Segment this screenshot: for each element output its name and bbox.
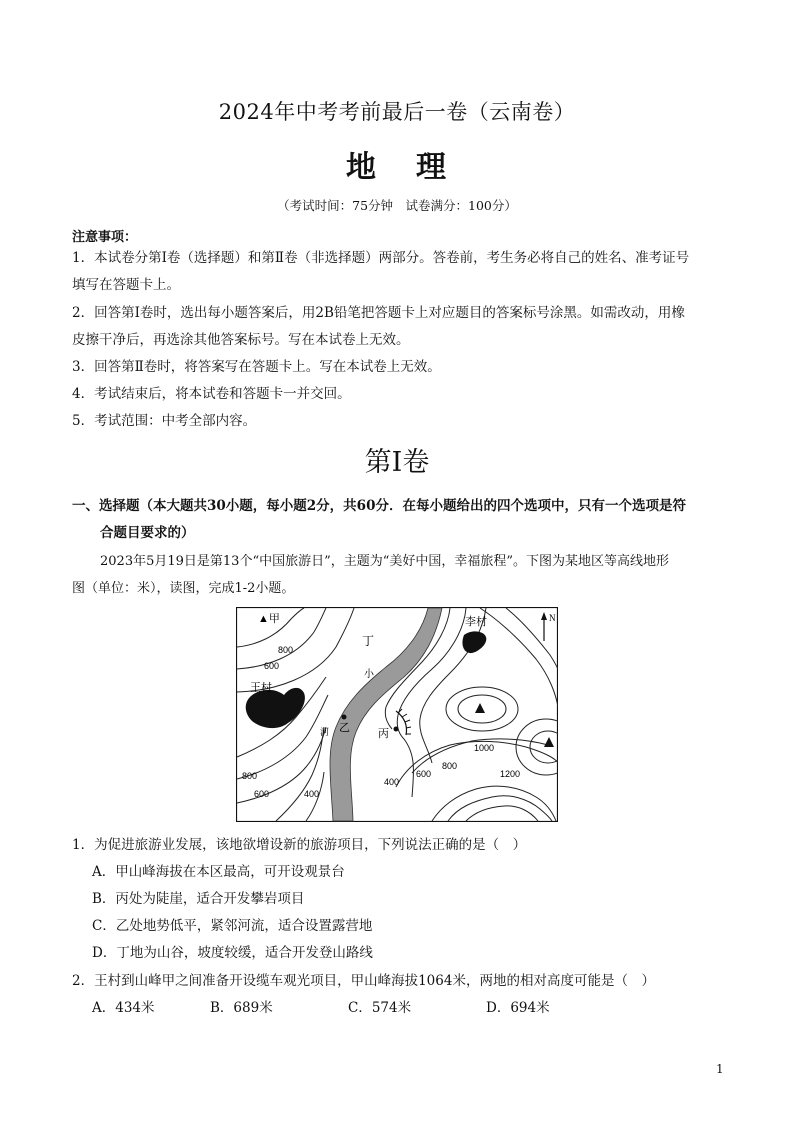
question-1-option-c: C．乙处地势低平，紧邻河流，适合设置露营地 bbox=[92, 918, 373, 934]
contour-label: 400 bbox=[384, 777, 400, 787]
question-1-option-d: D．丁地为山谷，坡度较缓，适合开发登山路线 bbox=[92, 945, 373, 961]
label-he: 河 bbox=[320, 727, 330, 737]
question-2-stem: 2．王村到山峰甲之间准备开设缆车观光项目，甲山峰海拔1064米，两地的相对高度可能是（ ） bbox=[72, 973, 655, 989]
intro-line1: 2023年5月19日是第13个“中国旅游日”，主题为“美好中国，幸福旅程”。下图为某地区等高线地形 bbox=[100, 554, 670, 569]
subject-char-1: 地 bbox=[346, 150, 378, 185]
note-line: 1．本试卷分第Ⅰ卷（选择题）和第Ⅱ卷（非选择题）两部分。答卷前，考生务必将自己的姓名、准考证号 bbox=[72, 250, 690, 266]
label-xiao: 小 bbox=[364, 669, 374, 680]
exam-info: （考试时间：75分钟 试卷满分：100分） bbox=[277, 198, 517, 213]
question-2-option-c: C．574米 bbox=[348, 1000, 412, 1016]
contour-label: 1200 bbox=[500, 769, 521, 779]
question-1-option-b: B．丙处为陡崖，适合开发攀岩项目 bbox=[92, 891, 305, 907]
label-bing: 丙 bbox=[378, 728, 389, 740]
subject-char-2: 理 bbox=[416, 150, 448, 185]
question-2-option-a: A．434米 bbox=[92, 1000, 155, 1016]
contour-label: 600 bbox=[416, 769, 432, 779]
exam-title: 2024年中考考前最后一卷（云南卷） bbox=[218, 100, 576, 124]
label-wangcun: 王村 bbox=[250, 682, 272, 694]
contour-label: 800 bbox=[242, 771, 258, 781]
point-bing bbox=[394, 727, 399, 732]
label-north: N bbox=[549, 613, 556, 623]
label-ding: 丁 bbox=[362, 634, 375, 648]
question-2-option-d: D．694米 bbox=[486, 1000, 550, 1016]
contour-label: 600 bbox=[264, 661, 280, 671]
note-line: 5．考试范围：中考全部内容。 bbox=[72, 413, 257, 429]
point-yi bbox=[342, 715, 347, 720]
contour-label: 800 bbox=[442, 761, 458, 771]
contour-label: 600 bbox=[254, 789, 270, 799]
page-number: 1 bbox=[716, 1062, 724, 1076]
subject-title bbox=[0, 142, 794, 186]
contour-label: 400 bbox=[304, 789, 320, 799]
note-line: 4．考试结束后，将本试卷和答题卡一并交回。 bbox=[72, 386, 351, 402]
contour-label: 1000 bbox=[474, 743, 495, 753]
question-intro bbox=[72, 548, 732, 602]
label-jia: ▲甲 bbox=[258, 613, 280, 625]
part1-heading bbox=[72, 493, 732, 547]
part1-heading-line1: 一、选择题（本大题共30小题，每小题2分，共60分．在每小题给出的四个选项中，只有一个选项是符 bbox=[72, 498, 686, 514]
contour-map bbox=[236, 607, 558, 822]
section-title: 第Ⅰ卷 bbox=[364, 447, 430, 478]
intro-line2: 图（单位：米），读图，完成1-2小题。 bbox=[72, 581, 295, 596]
note-line: 3．回答第Ⅱ卷时，将答案写在答题卡上。写在本试卷上无效。 bbox=[72, 359, 441, 375]
contour-label: 800 bbox=[278, 645, 294, 655]
note-line: 2．回答第Ⅰ卷时，选出每小题答案后，用2B铅笔把答题卡上对应题目的答案标号涂黑。如需改动，用橡 bbox=[72, 305, 685, 321]
note-line: 皮擦干净后，再选涂其他答案标号。写在本试卷上无效。 bbox=[72, 332, 410, 348]
question-1-option-a: A．甲山峰海拔在本区最高，可开设观景台 bbox=[92, 864, 345, 880]
question-2-option-b: B．689米 bbox=[210, 1000, 273, 1016]
notes-heading: 注意事项： bbox=[72, 230, 138, 245]
note-line: 填写在答题卡上。 bbox=[72, 277, 180, 293]
part1-heading-line2: 合题目要求的） bbox=[100, 525, 195, 541]
label-licun: 李村 bbox=[465, 616, 487, 628]
label-yi: 乙 bbox=[339, 722, 350, 734]
question-1-stem: 1．为促进旅游业发展，该地欲增设新的旅游项目，下列说法正确的是（ ） bbox=[72, 837, 527, 853]
